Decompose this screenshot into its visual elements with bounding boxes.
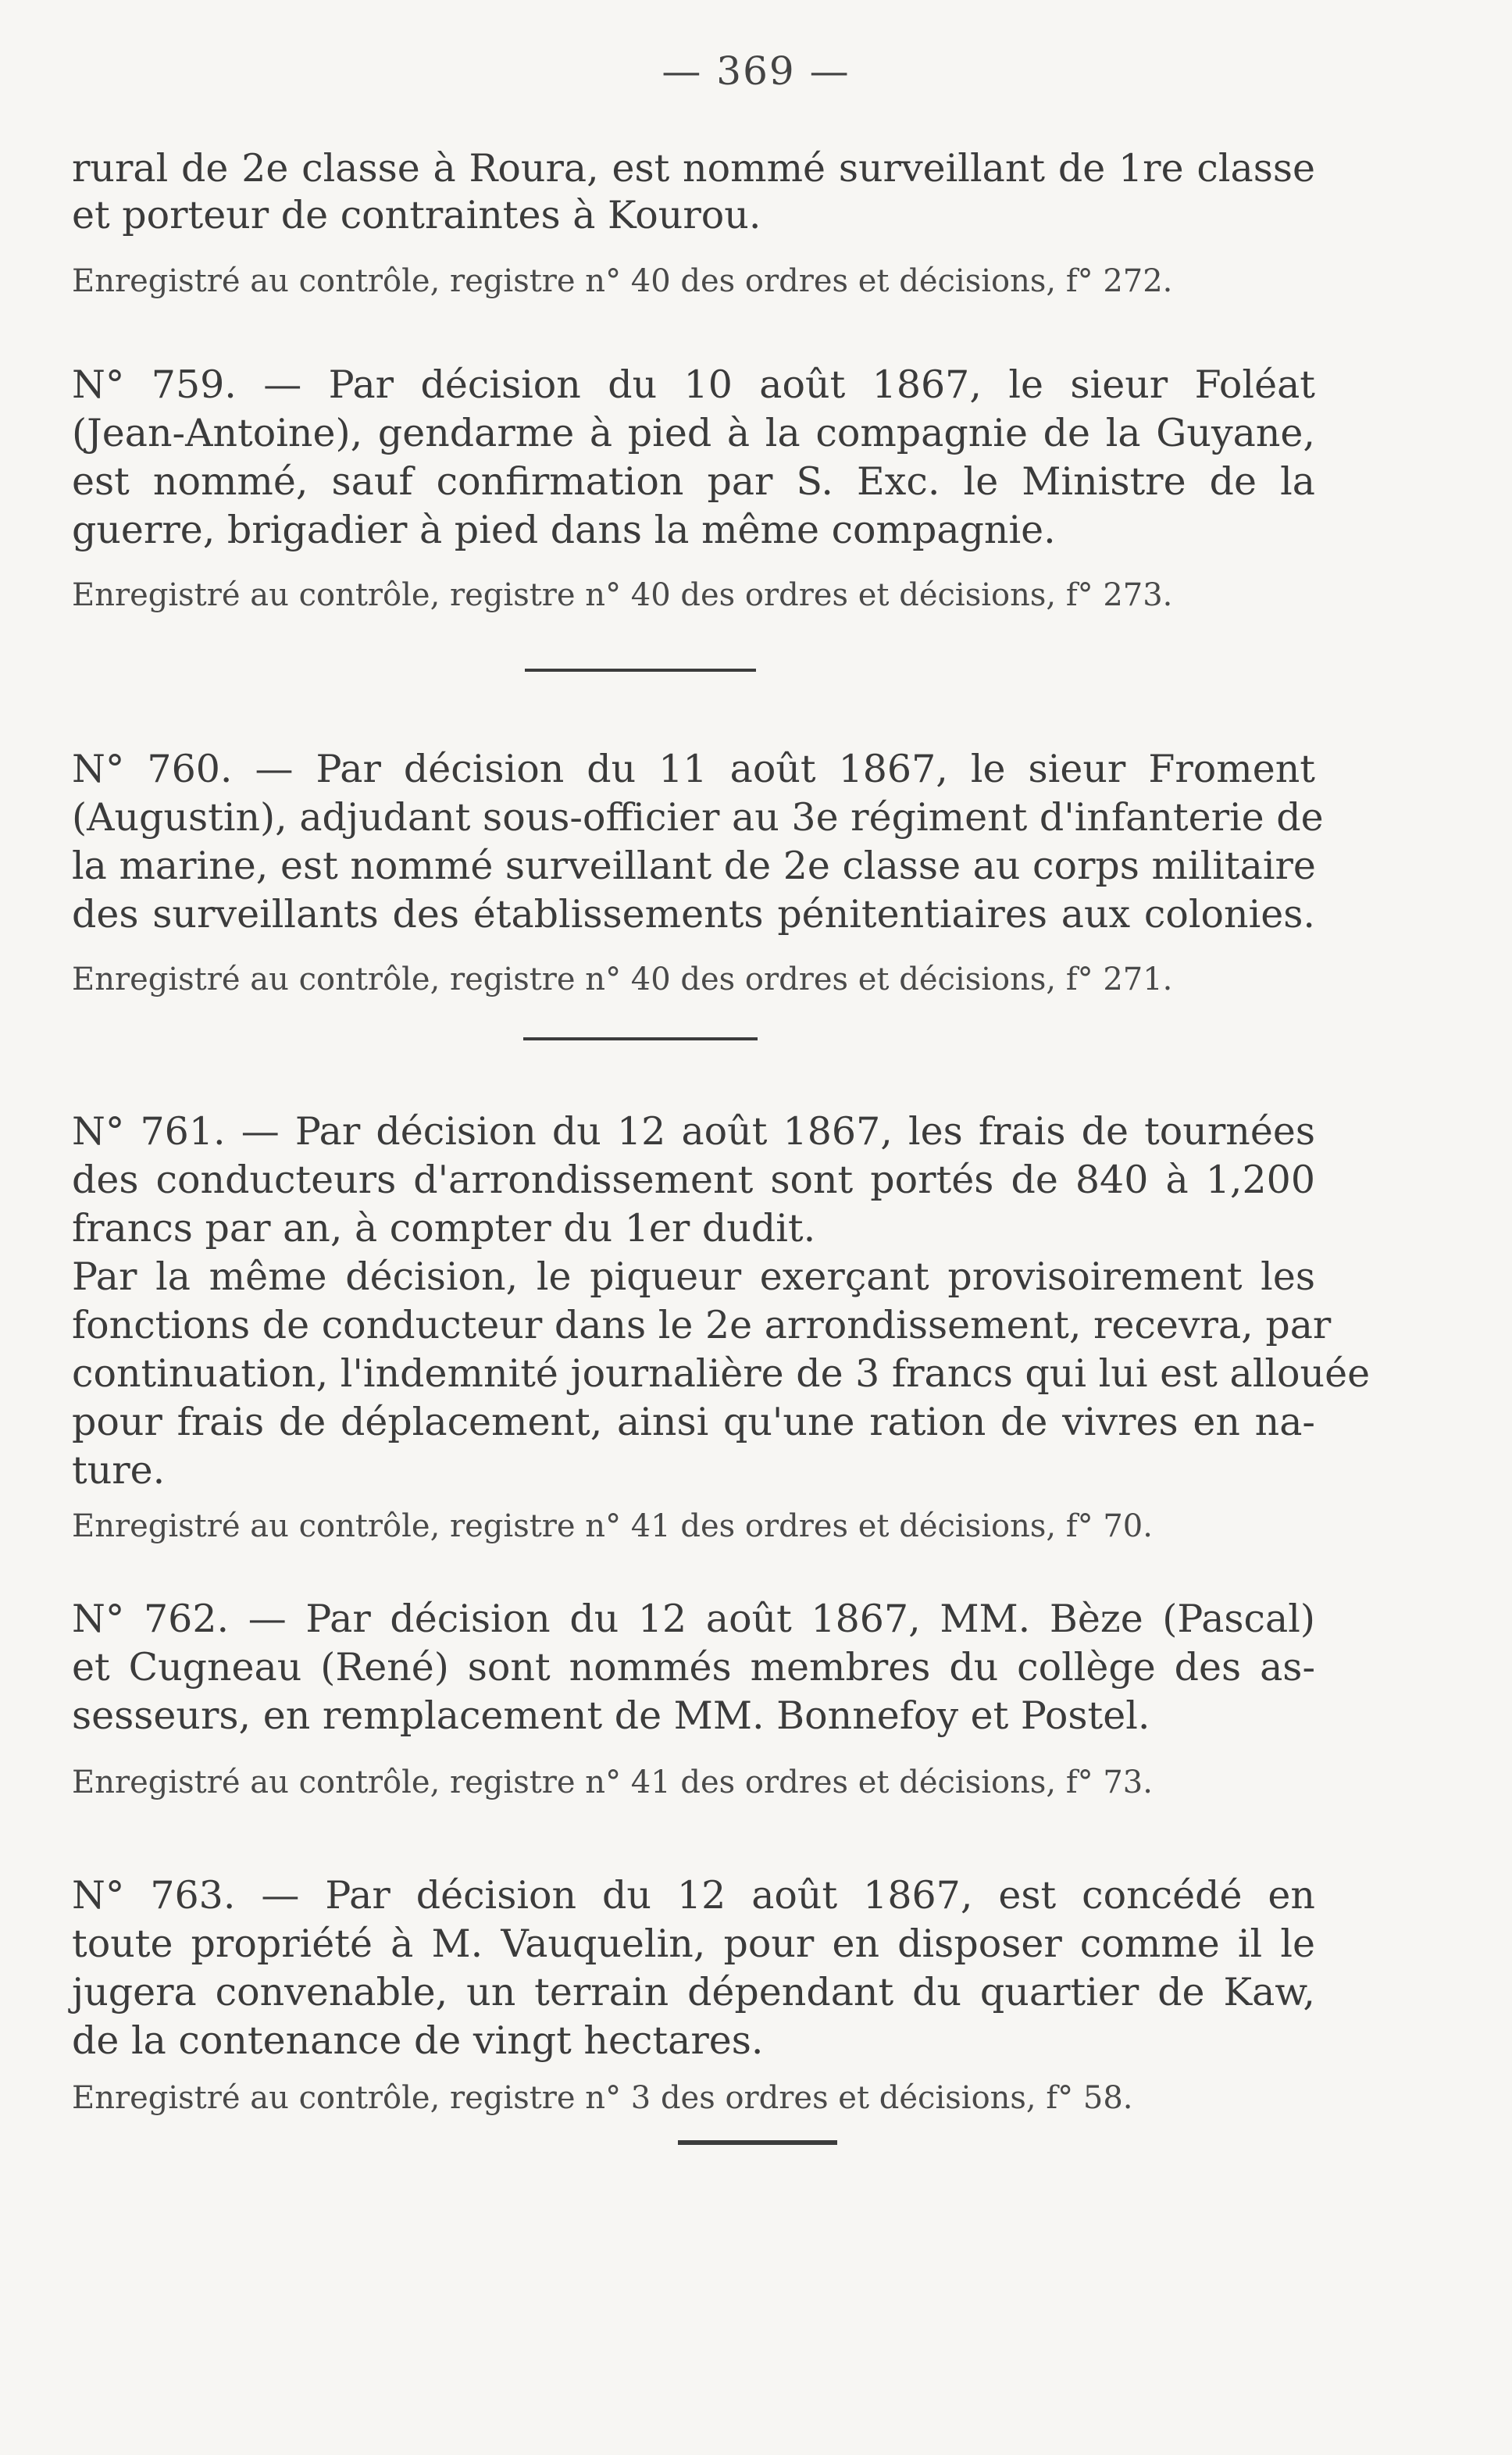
entry-line: (Augustin), adjudant sous-officier au 3e régiment d'infanterie de (72, 795, 1324, 840)
entry-line: pour frais de déplacement, ainsi qu'une ration de vivres en na- (72, 1400, 1315, 1444)
page-number: — 369 — (662, 48, 850, 94)
entry-line: des conducteurs d'arrondissement sont portés de 840 à 1,200 (72, 1158, 1315, 1202)
entry-line: et Cugneau (René) sont nommés membres du collège des as- (72, 1645, 1315, 1690)
entry-line: Par la même décision, le piqueur exerçant provisoirement les (72, 1254, 1315, 1299)
entry-line: est nommé, sauf confirmation par S. Exc. le Ministre de la (72, 459, 1315, 504)
separator-rule (523, 1037, 758, 1040)
entry-line: N° 761. — Par décision du 12 août 1867, les frais de tournées (72, 1109, 1315, 1154)
registration-note: Enregistré au contrôle, registre n° 40 des ordres et décisions, f° 273. (72, 577, 1173, 613)
registration-note: Enregistré au contrôle, registre n° 40 des ordres et décisions, f° 271. (72, 962, 1173, 997)
entry-line: N° 759. — Par décision du 10 août 1867, le sieur Foléat (72, 362, 1315, 407)
entry-line: N° 763. — Par décision du 12 août 1867, est concédé en (72, 1873, 1315, 1918)
entry-line: et porteur de contraintes à Kourou. (72, 193, 761, 237)
entry-line: guerre, brigadier à pied dans la même compagnie. (72, 508, 1056, 552)
entry-line: la marine, est nommé surveillant de 2e classe au corps militaire (72, 844, 1316, 888)
registration-note: Enregistré au contrôle, registre n° 3 des ordres et décisions, f° 58. (72, 2080, 1133, 2116)
entry-line: jugera convenable, un terrain dépendant du quartier de Kaw, (72, 1970, 1315, 2014)
entry-line: N° 760. — Par décision du 11 août 1867, le sieur Froment (72, 747, 1315, 791)
entry-line: rural de 2e classe à Roura, est nommé surveillant de 1re classe (72, 146, 1315, 191)
entry-line: (Jean-Antoine), gendarme à pied à la compagnie de la Guyane, (72, 411, 1315, 455)
entry-line: N° 762. — Par décision du 12 août 1867, MM. Bèze (Pascal) (72, 1597, 1315, 1641)
registration-note: Enregistré au contrôle, registre n° 40 des ordres et décisions, f° 272. (72, 263, 1173, 299)
entry-line: ture. (72, 1448, 166, 1493)
entry-line: fonctions de conducteur dans le 2e arrondissement, recevra, par (72, 1303, 1332, 1347)
entry-line: continuation, l'indemnité journalière de 3 francs qui lui est allouée (72, 1351, 1371, 1396)
entry-line: sesseurs, en remplacement de MM. Bonnefoy et Postel. (72, 1693, 1150, 1738)
registration-note: Enregistré au contrôle, registre n° 41 des ordres et décisions, f° 73. (72, 1765, 1153, 1800)
entry-line: toute propriété à M. Vauquelin, pour en disposer comme il le (72, 1922, 1315, 1966)
registration-note: Enregistré au contrôle, registre n° 41 des ordres et décisions, f° 70. (72, 1508, 1153, 1544)
entry-line: francs par an, à compter du 1er dudit. (72, 1206, 816, 1251)
end-rule (678, 2140, 837, 2145)
entry-line: de la contenance de vingt hectares. (72, 2018, 764, 2063)
entry-line: des surveillants des établissements pénitentiaires aux colonies. (72, 892, 1315, 937)
separator-rule (525, 669, 756, 672)
